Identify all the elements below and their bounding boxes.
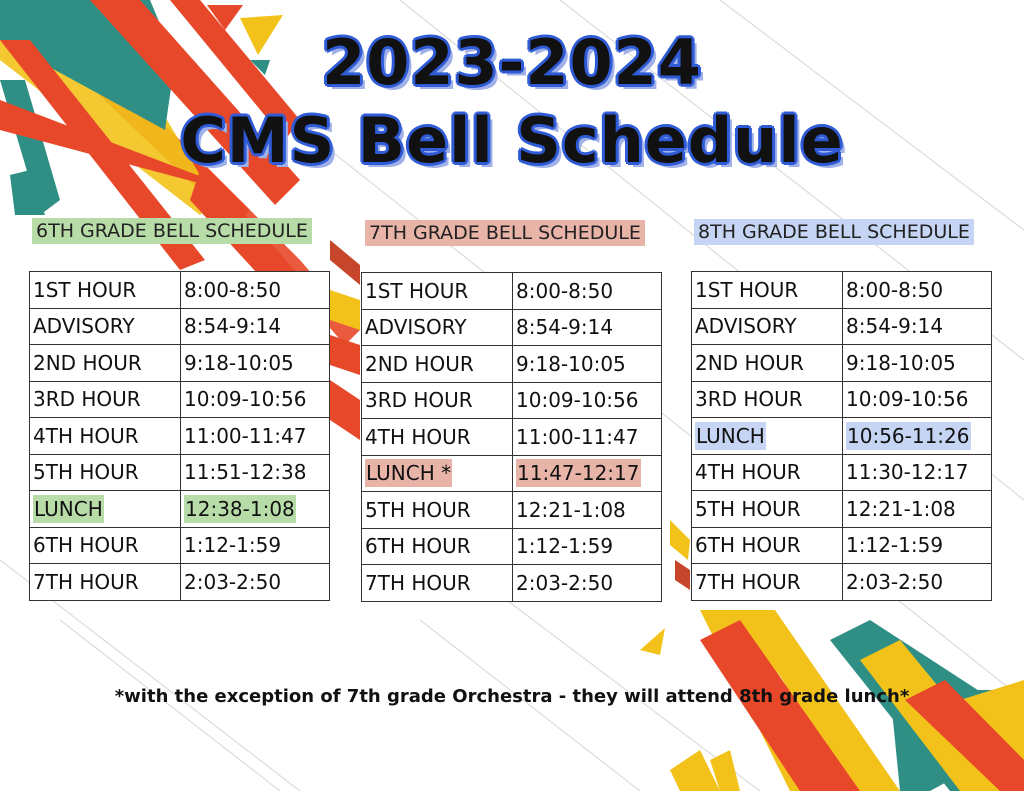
period-cell: 2ND HOUR (362, 346, 513, 383)
period-cell: 3RD HOUR (362, 382, 513, 419)
time-cell: 8:00-8:50 (843, 272, 992, 309)
period-cell: ADVISORY (362, 309, 513, 346)
time-cell: 10:09-10:56 (843, 381, 992, 418)
time-cell: 9:18-10:05 (513, 346, 662, 383)
time-cell: 1:12-1:59 (843, 527, 992, 564)
period-cell: 1ST HOUR (692, 272, 843, 309)
period-cell: 7TH HOUR (362, 565, 513, 602)
grade8-heading: 8TH GRADE BELL SCHEDULE (694, 219, 974, 245)
table-row (30, 564, 330, 601)
time-cell: 8:54-9:14 (513, 309, 662, 346)
time-cell: 12:21-1:08 (843, 491, 992, 528)
table-row (362, 382, 662, 419)
lunch-row (692, 418, 992, 455)
lunch-label: LUNCH (34, 496, 103, 521)
table-row (30, 418, 330, 455)
lunch-label: LUNCH (696, 423, 765, 448)
period-cell: 1ST HOUR (362, 273, 513, 310)
period-cell: 3RD HOUR (692, 381, 843, 418)
period-cell: 3RD HOUR (30, 381, 181, 418)
table-row (692, 381, 992, 418)
grade6-schedule-table (29, 271, 330, 601)
time-cell: 9:18-10:05 (843, 345, 992, 382)
time-cell: 8:54-9:14 (181, 308, 330, 345)
table-row (30, 345, 330, 382)
table-row (692, 272, 992, 309)
footnote: *with the exception of 7th grade Orchestra - they will attend 8th grade lunch* (114, 686, 910, 707)
table-row (362, 419, 662, 456)
period-cell: 7TH HOUR (30, 564, 181, 601)
time-cell: 1:12-1:59 (513, 528, 662, 565)
lunch-row (30, 491, 330, 528)
period-cell: 6TH HOUR (30, 527, 181, 564)
table-row (30, 527, 330, 564)
time-cell: 9:18-10:05 (181, 345, 330, 382)
time-cell: 11:00-11:47 (513, 419, 662, 456)
table-row (692, 454, 992, 491)
table-row (362, 528, 662, 565)
period-cell: ADVISORY (692, 308, 843, 345)
grade8-schedule-table (691, 271, 992, 601)
table-row (692, 491, 992, 528)
time-cell: 2:03-2:50 (513, 565, 662, 602)
table-row (30, 381, 330, 418)
table-row (362, 565, 662, 602)
period-cell: 5TH HOUR (30, 454, 181, 491)
time-cell: 10:09-10:56 (513, 382, 662, 419)
time-cell: 1:12-1:59 (181, 527, 330, 564)
period-cell: ADVISORY (30, 308, 181, 345)
time-cell: 11:30-12:17 (843, 454, 992, 491)
table-row (692, 527, 992, 564)
time-cell: 12:21-1:08 (513, 492, 662, 529)
period-cell: 4TH HOUR (30, 418, 181, 455)
time-cell: 8:54-9:14 (843, 308, 992, 345)
period-cell: 4TH HOUR (362, 419, 513, 456)
grade7-heading: 7TH GRADE BELL SCHEDULE (365, 220, 645, 246)
period-cell: 2ND HOUR (30, 345, 181, 382)
lunch-time: 11:47-12:17 (517, 461, 640, 486)
grade7-schedule-table (361, 272, 662, 602)
table-row (692, 564, 992, 601)
period-cell: 6TH HOUR (692, 527, 843, 564)
lunch-label: LUNCH * (366, 461, 452, 486)
table-row (30, 308, 330, 345)
time-cell: 8:00-8:50 (513, 273, 662, 310)
time-cell: 10:09-10:56 (181, 381, 330, 418)
page-title-year: 2023-2024 (322, 26, 702, 99)
grade6-heading: 6TH GRADE BELL SCHEDULE (32, 218, 312, 244)
time-cell: 11:51-12:38 (181, 454, 330, 491)
page-title: CMS Bell Schedule (180, 104, 844, 177)
lunch-time: 12:38-1:08 (185, 496, 295, 521)
time-cell: 2:03-2:50 (843, 564, 992, 601)
table-row (362, 273, 662, 310)
table-row (692, 345, 992, 382)
time-cell: 2:03-2:50 (181, 564, 330, 601)
lunch-row (362, 455, 662, 492)
period-cell: 6TH HOUR (362, 528, 513, 565)
period-cell: 5TH HOUR (362, 492, 513, 529)
table-row (362, 309, 662, 346)
period-cell: 5TH HOUR (692, 491, 843, 528)
period-cell: 2ND HOUR (692, 345, 843, 382)
table-row (362, 492, 662, 529)
time-cell: 11:00-11:47 (181, 418, 330, 455)
period-cell: 4TH HOUR (692, 454, 843, 491)
lunch-time: 10:56-11:26 (847, 423, 970, 448)
table-row (30, 454, 330, 491)
table-row (362, 346, 662, 383)
period-cell: 7TH HOUR (692, 564, 843, 601)
table-row (30, 272, 330, 309)
period-cell: 1ST HOUR (30, 272, 181, 309)
time-cell: 8:00-8:50 (181, 272, 330, 309)
table-row (692, 308, 992, 345)
